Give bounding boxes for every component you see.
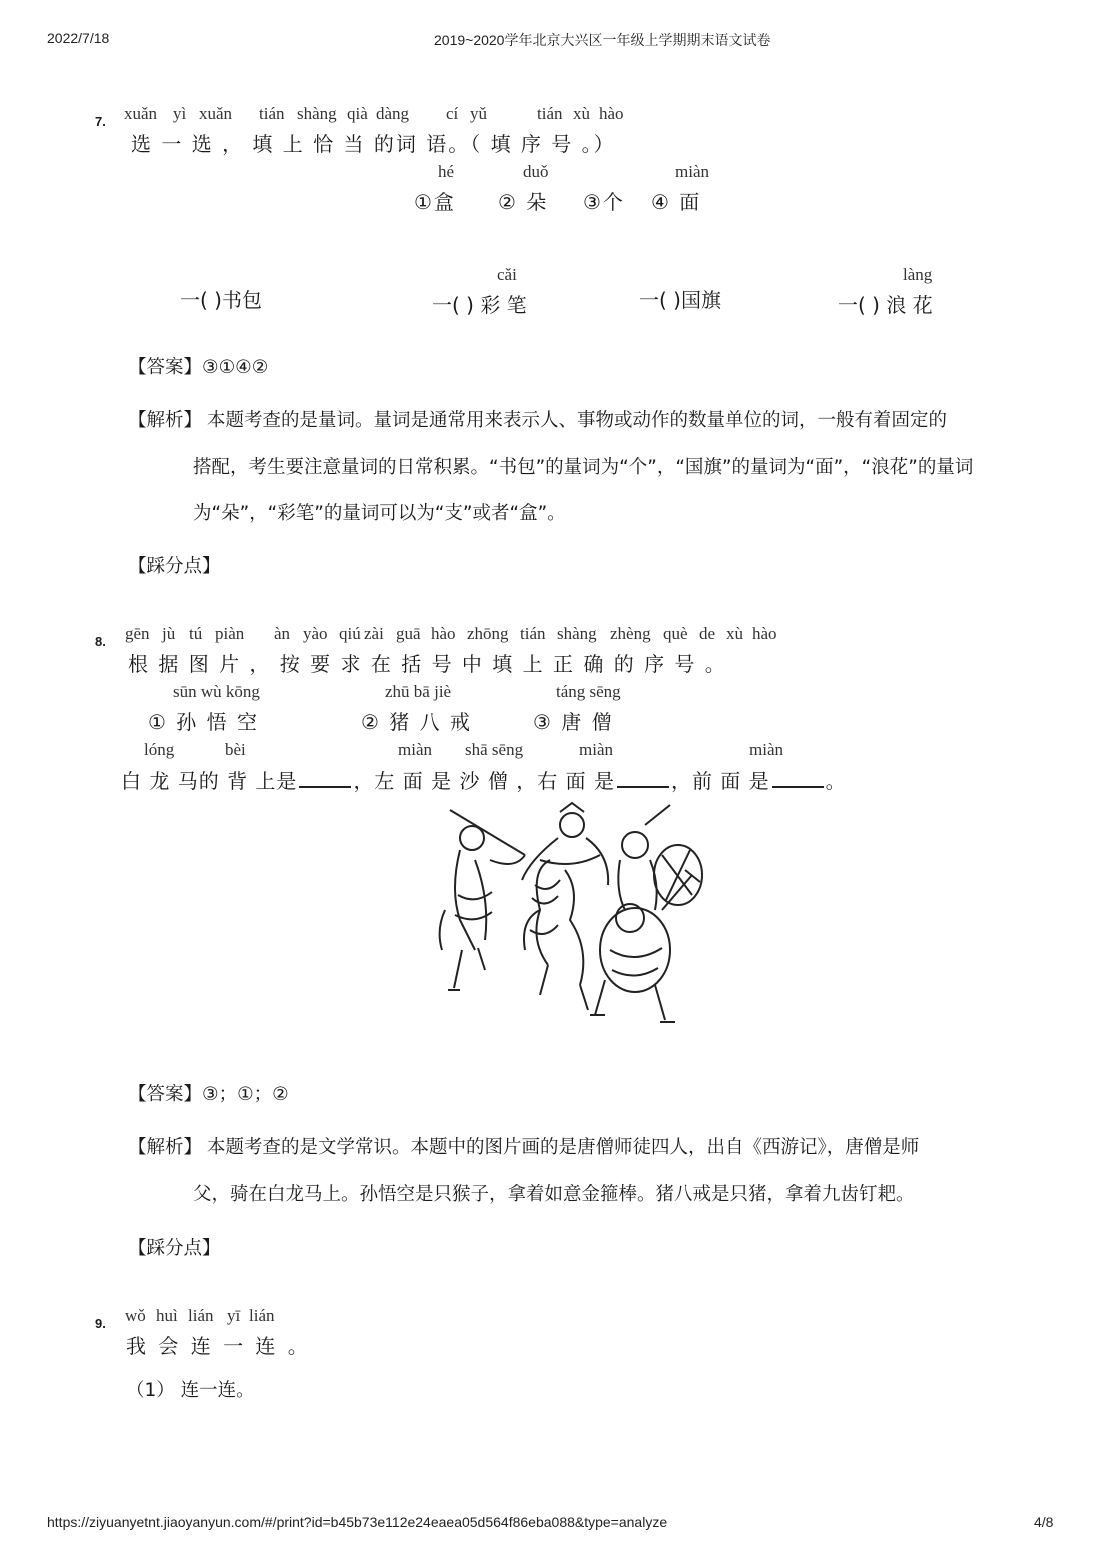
- analysis-line: 本题考查的是文学常识。本题中的图片画的是唐僧师徒四人，出自《西游记》，唐僧是师: [207, 1137, 920, 1158]
- pinyin: shā sēng: [465, 740, 524, 759]
- pinyin: àn: [274, 624, 291, 643]
- answer-line: [128, 353, 268, 379]
- pinyin: zhèng: [610, 624, 651, 643]
- pinyin: miàn: [398, 740, 432, 759]
- option-item: ③ 唐 僧: [533, 710, 614, 734]
- pinyin: xuǎn: [199, 104, 233, 123]
- answer-label: 【答案】: [128, 1084, 203, 1105]
- pinyin: bèi: [225, 740, 246, 759]
- pinyin: yì: [173, 104, 187, 123]
- pinyin: táng sēng: [556, 682, 621, 701]
- analysis-line: 本题考查的是量词。量词是通常用来表示人、事物或动作的数量单位的词，一般有着固定的: [207, 410, 948, 431]
- pinyin: guā: [396, 624, 421, 643]
- pinyin: miàn: [749, 740, 783, 759]
- pinyin: wǒ: [125, 1306, 146, 1325]
- option-item: ① 孙 悟 空: [148, 710, 260, 734]
- pinyin: xù: [573, 104, 590, 123]
- pinyin: lián: [249, 1306, 275, 1325]
- answer-label: 【答案】: [128, 357, 203, 378]
- question-9-prompt: 我 会 连 一 连 。: [126, 1334, 311, 1358]
- pinyin: miàn: [579, 740, 613, 759]
- pinyin: què: [663, 624, 688, 643]
- pilgrims-illustration: [430, 800, 710, 1036]
- pinyin: huì: [156, 1306, 178, 1325]
- pinyin: zhōng: [467, 624, 509, 643]
- blank-item: 一( ) 浪 花: [838, 293, 933, 317]
- question-7-prompt: 选 一 选 ， 填 上 恰 当 的词 语。（ 填 序 号 。）: [131, 132, 616, 156]
- analysis-line: 为“朵”，“彩笔”的量词可以为“支”或者“盒”。: [193, 503, 566, 524]
- pinyin: yào: [303, 624, 328, 643]
- question-number: 9.: [95, 1316, 106, 1331]
- pinyin: miàn: [675, 162, 709, 181]
- pinyin: shàng: [297, 104, 337, 123]
- pinyin: lóng: [144, 740, 175, 759]
- pinyin: lián: [188, 1306, 214, 1325]
- sentence-part: 。: [825, 769, 847, 793]
- analysis-line: 父，骑在白龙马上。孙悟空是只猴子，拿着如意金箍棒。猪八戒是只猪，拿着九齿钉耙。: [193, 1184, 915, 1205]
- print-date: 2022/7/18: [47, 30, 110, 46]
- pinyin: cǎi: [497, 265, 517, 284]
- footer-url: https://ziyuanyetnt.jiaoyanyun.com/#/print?id=b45b73e112e24eaea05d564f86eba088&type=analyze: [47, 1514, 668, 1530]
- answer-line: [128, 1080, 289, 1106]
- option-item: ③个: [583, 190, 625, 214]
- answer-value: ③①④②: [202, 357, 269, 378]
- question-number: 7.: [95, 114, 106, 129]
- pinyin: zhū bā jiè: [385, 682, 452, 701]
- blank-item: 一( )国旗: [639, 288, 721, 312]
- blank-item: 一( ) 彩 笔: [432, 293, 527, 317]
- sentence-part: ，左 面 是 沙 僧 ，右 面 是: [353, 769, 615, 793]
- sentence-part: 白 龙 马的 背 上是: [121, 769, 298, 793]
- pinyin: tián: [259, 104, 285, 123]
- pinyin: cí: [446, 104, 459, 123]
- fill-blank[interactable]: [299, 768, 351, 788]
- option-item: ② 朵: [498, 190, 549, 214]
- analysis-label: 【解析】: [128, 410, 203, 431]
- pinyin: sūn wù kōng: [173, 682, 260, 701]
- question-number: 8.: [95, 634, 106, 649]
- pinyin: zài: [364, 624, 384, 643]
- pinyin: hào: [599, 104, 624, 123]
- pinyin: tú: [189, 624, 203, 643]
- question-8-prompt: 根 据 图 片 ， 按 要 求 在 括 号 中 填 上 正 确 的 序 号 。: [128, 652, 727, 676]
- sentence-part: ，前 面 是: [670, 769, 770, 793]
- pinyin: tián: [520, 624, 546, 643]
- pinyin: qià: [347, 104, 368, 123]
- pinyin: tián: [537, 104, 563, 123]
- sub-question: （1） 连一连。: [126, 1380, 255, 1401]
- pinyin: hé: [438, 162, 455, 181]
- analysis-label: 【解析】: [128, 1137, 203, 1158]
- pinyin: hào: [431, 624, 456, 643]
- pinyin: jù: [162, 624, 176, 643]
- pinyin: hào: [752, 624, 777, 643]
- pinyin: de: [699, 624, 716, 643]
- answer-value: ③；①；②: [202, 1084, 289, 1105]
- scoring-points-label: 【踩分点】: [128, 556, 221, 577]
- option-item: ② 猪 八 戒: [361, 710, 473, 734]
- pinyin: duǒ: [523, 162, 549, 181]
- pinyin: piàn: [215, 624, 245, 643]
- scoring-points-label: 【踩分点】: [128, 1238, 221, 1259]
- fill-blank[interactable]: [617, 768, 669, 788]
- pinyin: xuǎn: [124, 104, 158, 123]
- fill-blank[interactable]: [772, 768, 824, 788]
- pinyin: yī: [227, 1306, 241, 1325]
- option-item: ④ 面: [651, 190, 702, 214]
- analysis-line: 搭配，考生要注意量词的日常积累。“书包”的量词为“个”，“国旗”的量词为“面”，“浪花”的量词: [193, 457, 974, 478]
- document-title: 2019~2020学年北京大兴区一年级上学期期末语文试卷: [434, 32, 771, 48]
- pinyin: gēn: [125, 624, 150, 643]
- page-number: 4/8: [1034, 1514, 1054, 1530]
- option-item: ①盒: [414, 190, 456, 214]
- pinyin: làng: [903, 265, 933, 284]
- pinyin: yǔ: [470, 104, 487, 123]
- pinyin: xù: [726, 624, 743, 643]
- blank-item: 一( )书包: [180, 288, 262, 312]
- pinyin: dàng: [376, 104, 410, 123]
- pinyin: qiú: [339, 624, 361, 643]
- pinyin: shàng: [557, 624, 597, 643]
